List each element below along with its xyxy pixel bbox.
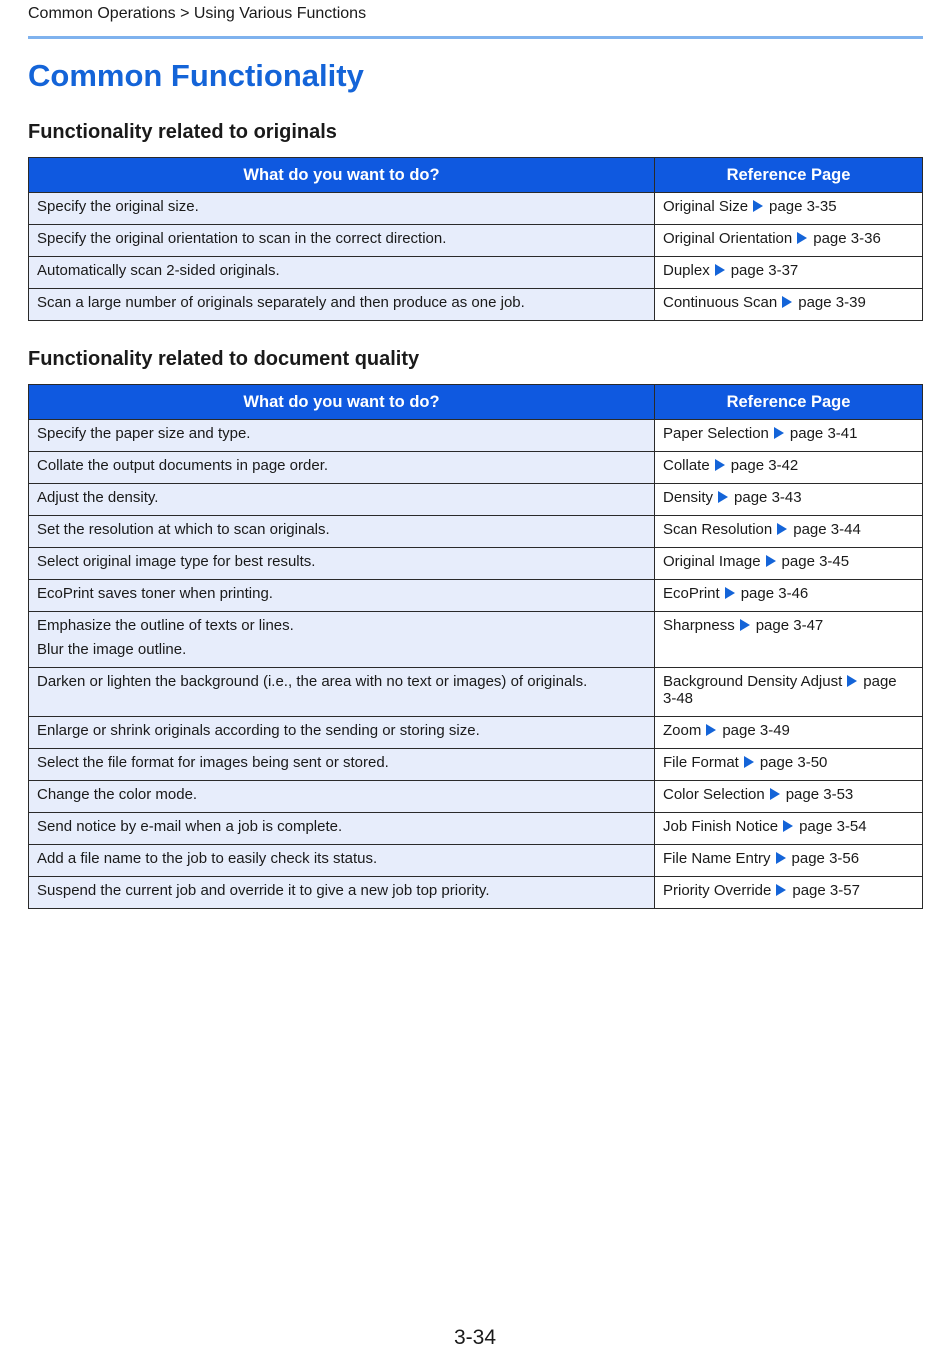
arrow-right-icon — [766, 555, 776, 567]
section-heading-originals: Functionality related to originals — [28, 121, 337, 143]
question-cell — [29, 257, 655, 289]
arrow-right-icon — [774, 427, 784, 439]
question-cell — [29, 484, 655, 516]
question-text: Blur the image outline. — [37, 641, 187, 658]
reference-cell — [655, 845, 923, 877]
arrow-right-icon — [783, 820, 793, 832]
question-text: Suspend the current job and override it to give a new job top priority. — [37, 882, 490, 899]
reference-name: Duplex — [663, 262, 710, 279]
question-cell — [29, 845, 655, 877]
question-cell — [29, 548, 655, 580]
column-header-question: What do you want to do? — [29, 158, 655, 193]
arrow-right-icon — [777, 523, 787, 535]
reference-page-link[interactable]: page 3-57 — [792, 882, 860, 899]
column-header-reference: Reference Page — [655, 158, 923, 193]
table-row — [29, 717, 923, 749]
table-header-row — [29, 385, 923, 420]
reference-page-link[interactable]: page 3-39 — [798, 294, 866, 311]
question-cell — [29, 612, 655, 668]
reference-page-link[interactable]: page 3-44 — [793, 521, 861, 538]
table-row — [29, 193, 923, 225]
table-row — [29, 452, 923, 484]
header-divider — [28, 36, 923, 39]
reference-cell — [655, 749, 923, 781]
question-text: Select original image type for best results. — [37, 553, 316, 570]
question-text: Emphasize the outline of texts or lines. — [37, 617, 294, 634]
reference-name: Collate — [663, 457, 710, 474]
reference-cell — [655, 452, 923, 484]
question-text: Collate the output documents in page order. — [37, 457, 329, 474]
table-row — [29, 813, 923, 845]
question-text: Specify the original orientation to scan in the correct direction. — [37, 230, 447, 247]
reference-page-link[interactable]: page 3-41 — [789, 425, 858, 442]
reference-page-link[interactable]: page 3-45 — [781, 553, 850, 570]
question-cell — [29, 193, 655, 225]
reference-name: File Format — [663, 754, 739, 771]
arrow-right-icon — [715, 264, 725, 276]
breadcrumb: Common Operations > Using Various Functions — [28, 5, 367, 22]
reference-name: Continuous Scan — [663, 294, 778, 311]
document-quality-reference-table — [28, 384, 923, 909]
reference-page-link[interactable]: page 3-47 — [755, 617, 824, 634]
table-row — [29, 781, 923, 813]
arrow-right-icon — [797, 232, 807, 244]
arrow-right-icon — [753, 200, 763, 212]
question-text: Send notice by e-mail when a job is complete. — [37, 818, 343, 835]
reference-page-link[interactable]: page 3-50 — [759, 754, 828, 771]
question-cell — [29, 289, 655, 321]
reference-page-link[interactable]: page 3-48 — [663, 673, 897, 707]
question-cell — [29, 717, 655, 749]
reference-cell — [655, 516, 923, 548]
table-row — [29, 580, 923, 612]
reference-name: Background Density Adjust — [663, 673, 843, 690]
question-cell — [29, 580, 655, 612]
question-text: Scan a large number of originals separately and then produce as one job. — [37, 294, 525, 311]
question-text: Add a file name to the job to easily check its status. — [37, 850, 378, 867]
table-row — [29, 612, 923, 668]
reference-cell — [655, 257, 923, 289]
question-text: Adjust the density. — [37, 489, 159, 506]
question-text: EcoPrint saves toner when printing. — [37, 585, 273, 602]
reference-name: Color Selection — [663, 786, 765, 803]
arrow-right-icon — [847, 675, 857, 687]
table-row — [29, 257, 923, 289]
reference-page-link[interactable]: page 3-54 — [799, 818, 867, 835]
question-cell — [29, 225, 655, 257]
reference-name: Density — [663, 489, 714, 506]
reference-name: Job Finish Notice — [663, 818, 779, 835]
question-cell — [29, 749, 655, 781]
reference-cell — [655, 484, 923, 516]
arrow-right-icon — [718, 491, 728, 503]
reference-cell — [655, 225, 923, 257]
question-cell — [29, 813, 655, 845]
table-row — [29, 484, 923, 516]
arrow-right-icon — [725, 587, 735, 599]
question-cell — [29, 668, 655, 717]
arrow-right-icon — [740, 619, 750, 631]
table-row — [29, 845, 923, 877]
originals-reference-table — [28, 157, 923, 321]
reference-page-link[interactable]: page 3-49 — [722, 722, 790, 739]
reference-cell — [655, 612, 923, 668]
arrow-right-icon — [776, 852, 786, 864]
arrow-right-icon — [782, 296, 792, 308]
reference-name: Original Image — [663, 553, 761, 570]
table-header-row — [29, 158, 923, 193]
reference-page-link[interactable]: page 3-42 — [730, 457, 799, 474]
reference-page-link[interactable]: page 3-43 — [734, 489, 802, 506]
reference-cell — [655, 781, 923, 813]
table-row — [29, 548, 923, 580]
question-text: Specify the original size. — [37, 198, 199, 215]
reference-cell — [655, 813, 923, 845]
question-text: Specify the paper size and type. — [37, 425, 251, 442]
question-text: Set the resolution at which to scan originals. — [37, 521, 330, 538]
table-row — [29, 668, 923, 717]
column-header-question: What do you want to do? — [29, 385, 655, 420]
question-cell — [29, 877, 655, 909]
reference-name: Scan Resolution — [663, 521, 773, 538]
table-row — [29, 749, 923, 781]
table-row — [29, 289, 923, 321]
arrow-right-icon — [706, 724, 716, 736]
question-cell — [29, 420, 655, 452]
arrow-right-icon — [715, 459, 725, 471]
question-text: Darken or lighten the background (i.e., the area with no text or images) of originals. — [37, 673, 588, 690]
page-title: Common Functionality — [28, 58, 364, 93]
question-cell — [29, 781, 655, 813]
reference-page-link[interactable]: page 3-35 — [769, 198, 837, 215]
reference-cell — [655, 193, 923, 225]
reference-cell — [655, 668, 923, 717]
question-text: Select the file format for images being sent or stored. — [37, 754, 389, 771]
section-heading-document-quality: Functionality related to document quality — [28, 348, 420, 370]
reference-page-link[interactable]: page 3-46 — [740, 585, 809, 602]
reference-page-link[interactable]: page 3-36 — [813, 230, 881, 247]
table-row — [29, 420, 923, 452]
reference-cell — [655, 580, 923, 612]
reference-cell — [655, 289, 923, 321]
arrow-right-icon — [744, 756, 754, 768]
question-cell — [29, 516, 655, 548]
arrow-right-icon — [770, 788, 780, 800]
reference-page-link[interactable]: page 3-53 — [785, 786, 854, 803]
reference-cell — [655, 420, 923, 452]
reference-name: EcoPrint — [663, 585, 720, 602]
reference-name: Zoom — [663, 722, 702, 739]
reference-name: Original Size — [663, 198, 749, 215]
reference-name: Paper Selection — [663, 425, 769, 442]
question-text: Automatically scan 2-sided originals. — [37, 262, 280, 279]
page-number: 3-34 — [453, 1326, 497, 1349]
question-cell — [29, 452, 655, 484]
question-text: Change the color mode. — [37, 786, 198, 803]
reference-name: Original Orientation — [663, 230, 793, 247]
reference-cell — [655, 548, 923, 580]
reference-cell — [655, 717, 923, 749]
reference-name: Sharpness — [663, 617, 735, 634]
reference-page-link[interactable]: page 3-37 — [730, 262, 799, 279]
reference-cell — [655, 877, 923, 909]
table-row — [29, 516, 923, 548]
table-row — [29, 877, 923, 909]
arrow-right-icon — [776, 884, 786, 896]
reference-name: File Name Entry — [663, 850, 771, 867]
table-row — [29, 225, 923, 257]
question-text: Enlarge or shrink originals according to the sending or storing size. — [37, 722, 480, 739]
reference-page-link[interactable]: page 3-56 — [791, 850, 860, 867]
column-header-reference: Reference Page — [655, 385, 923, 420]
reference-name: Priority Override — [663, 882, 772, 899]
